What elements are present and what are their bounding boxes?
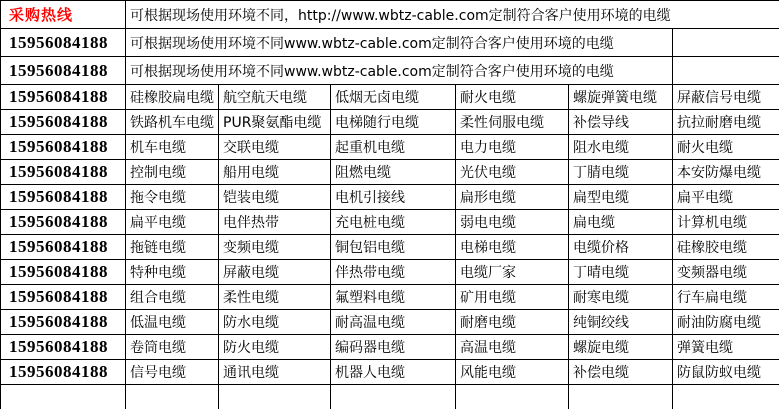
table-row bbox=[1, 85, 779, 110]
table-row bbox=[1, 235, 779, 260]
product-cell: 扁平电缆 bbox=[126, 210, 219, 235]
product-cell: 电机引接线 bbox=[331, 185, 456, 210]
product-cell: 补偿电缆 bbox=[569, 360, 673, 385]
table-row-empty bbox=[1, 385, 779, 409]
product-cell: 特种电缆 bbox=[126, 260, 219, 285]
empty-cell bbox=[1, 385, 126, 409]
product-cell: 光伏电缆 bbox=[456, 160, 569, 185]
product-cell: 耐火电缆 bbox=[456, 85, 569, 110]
product-cell: 电缆厂家 bbox=[456, 260, 569, 285]
table-row bbox=[1, 210, 779, 235]
empty-cell bbox=[331, 385, 456, 409]
product-cell: 屏蔽信号电缆 bbox=[673, 85, 779, 110]
product-cell: 变频器电缆 bbox=[673, 260, 779, 285]
table-row-header bbox=[1, 1, 779, 29]
product-cell: 防水电缆 bbox=[219, 310, 331, 335]
product-cell: 扁平电缆 bbox=[673, 185, 779, 210]
product-cell: 耐油防腐电缆 bbox=[673, 310, 779, 335]
product-cell: 螺旋电缆 bbox=[569, 335, 673, 360]
customization-banner: 可根据现场使用环境不同，http://www.wbtz-cable.com定制符合客户使用环境的电缆 bbox=[126, 1, 779, 29]
product-cell: 丁晴电缆 bbox=[569, 260, 673, 285]
empty-cell bbox=[673, 57, 779, 85]
product-cell: 丁腈电缆 bbox=[569, 160, 673, 185]
product-cell: 屏蔽电缆 bbox=[219, 260, 331, 285]
customization-banner: 可根据现场使用环境不同www.wbtz-cable.com定制符合客户使用环境的电缆 bbox=[126, 57, 673, 85]
empty-cell bbox=[569, 385, 673, 409]
product-cell: 机车电缆 bbox=[126, 135, 219, 160]
product-cell: 耐高温电缆 bbox=[331, 310, 456, 335]
product-cell: 风能电缆 bbox=[456, 360, 569, 385]
table-row bbox=[1, 335, 779, 360]
product-cell: 航空航天电缆 bbox=[219, 85, 331, 110]
product-cell: 组合电缆 bbox=[126, 285, 219, 310]
product-cell: 编码器电缆 bbox=[331, 335, 456, 360]
empty-cell bbox=[219, 385, 331, 409]
empty-cell bbox=[126, 385, 219, 409]
purchase-hotline-label: 采购热线 bbox=[1, 1, 126, 29]
product-cell: 纯铜绞线 bbox=[569, 310, 673, 335]
product-cell: 扁电缆 bbox=[569, 210, 673, 235]
hotline-phone-number: 15956084188 bbox=[1, 210, 126, 235]
product-cell: 铠装电缆 bbox=[219, 185, 331, 210]
table-row-banner bbox=[1, 29, 779, 57]
table-row bbox=[1, 110, 779, 135]
product-cell: 机器人电缆 bbox=[331, 360, 456, 385]
hotline-phone-number: 15956084188 bbox=[1, 29, 126, 57]
hotline-phone-number: 15956084188 bbox=[1, 160, 126, 185]
hotline-phone-number: 15956084188 bbox=[1, 360, 126, 385]
product-cell: PUR聚氨酯电缆 bbox=[219, 110, 331, 135]
product-cell: 船用电缆 bbox=[219, 160, 331, 185]
product-cell: 补偿导线 bbox=[569, 110, 673, 135]
product-cell: 变频电缆 bbox=[219, 235, 331, 260]
product-cell: 扁型电缆 bbox=[569, 185, 673, 210]
product-cell: 拖令电缆 bbox=[126, 185, 219, 210]
empty-cell bbox=[673, 29, 779, 57]
table-row bbox=[1, 260, 779, 285]
product-cell: 弹簧电缆 bbox=[673, 335, 779, 360]
table-row bbox=[1, 285, 779, 310]
product-cell: 通讯电缆 bbox=[219, 360, 331, 385]
product-cell: 氟塑料电缆 bbox=[331, 285, 456, 310]
table-row bbox=[1, 160, 779, 185]
product-cell: 电梯电缆 bbox=[456, 235, 569, 260]
product-cell: 耐磨电缆 bbox=[456, 310, 569, 335]
product-cell: 交联电缆 bbox=[219, 135, 331, 160]
product-cell: 螺旋弹簧电缆 bbox=[569, 85, 673, 110]
hotline-phone-number: 15956084188 bbox=[1, 57, 126, 85]
product-cell: 行车扁电缆 bbox=[673, 285, 779, 310]
product-cell: 弱电电缆 bbox=[456, 210, 569, 235]
hotline-phone-number: 15956084188 bbox=[1, 185, 126, 210]
product-cell: 高温电缆 bbox=[456, 335, 569, 360]
product-cell: 防鼠防蚁电缆 bbox=[673, 360, 779, 385]
product-cell: 信号电缆 bbox=[126, 360, 219, 385]
product-cell: 电伴热带 bbox=[219, 210, 331, 235]
product-cell: 耐寒电缆 bbox=[569, 285, 673, 310]
product-cell: 耐火电缆 bbox=[673, 135, 779, 160]
hotline-phone-number: 15956084188 bbox=[1, 260, 126, 285]
hotline-phone-number: 15956084188 bbox=[1, 310, 126, 335]
product-cell: 卷筒电缆 bbox=[126, 335, 219, 360]
product-cell: 计算机电缆 bbox=[673, 210, 779, 235]
table-row bbox=[1, 310, 779, 335]
product-cell: 硅橡胶扁电缆 bbox=[126, 85, 219, 110]
product-cell: 矿用电缆 bbox=[456, 285, 569, 310]
table-row bbox=[1, 185, 779, 210]
hotline-phone-number: 15956084188 bbox=[1, 110, 126, 135]
product-cell: 防火电缆 bbox=[219, 335, 331, 360]
product-cell: 电梯随行电缆 bbox=[331, 110, 456, 135]
product-cell: 充电桩电缆 bbox=[331, 210, 456, 235]
empty-cell bbox=[673, 385, 779, 409]
product-cell: 电力电缆 bbox=[456, 135, 569, 160]
product-cell: 低烟无卤电缆 bbox=[331, 85, 456, 110]
product-cell: 阻水电缆 bbox=[569, 135, 673, 160]
table-row bbox=[1, 360, 779, 385]
product-cell: 拖链电缆 bbox=[126, 235, 219, 260]
product-cell: 电缆价格 bbox=[569, 235, 673, 260]
hotline-phone-number: 15956084188 bbox=[1, 235, 126, 260]
product-cell: 伴热带电缆 bbox=[331, 260, 456, 285]
product-cell: 阻燃电缆 bbox=[331, 160, 456, 185]
table-row-banner bbox=[1, 57, 779, 85]
product-cell: 硅橡胶电缆 bbox=[673, 235, 779, 260]
product-cell: 抗拉耐磨电缆 bbox=[673, 110, 779, 135]
hotline-phone-number: 15956084188 bbox=[1, 85, 126, 110]
product-cell: 柔性电缆 bbox=[219, 285, 331, 310]
product-cell: 控制电缆 bbox=[126, 160, 219, 185]
hotline-phone-number: 15956084188 bbox=[1, 285, 126, 310]
hotline-phone-number: 15956084188 bbox=[1, 135, 126, 160]
empty-cell bbox=[456, 385, 569, 409]
product-cell: 低温电缆 bbox=[126, 310, 219, 335]
product-cell: 铁路机车电缆 bbox=[126, 110, 219, 135]
product-cell: 铜包铝电缆 bbox=[331, 235, 456, 260]
product-cell: 扁形电缆 bbox=[456, 185, 569, 210]
hotline-phone-number: 15956084188 bbox=[1, 335, 126, 360]
product-cell: 本安防爆电缆 bbox=[673, 160, 779, 185]
product-cell: 柔性伺服电缆 bbox=[456, 110, 569, 135]
table-row bbox=[1, 135, 779, 160]
product-cell: 起重机电缆 bbox=[331, 135, 456, 160]
customization-banner: 可根据现场使用环境不同www.wbtz-cable.com定制符合客户使用环境的电缆 bbox=[126, 29, 673, 57]
